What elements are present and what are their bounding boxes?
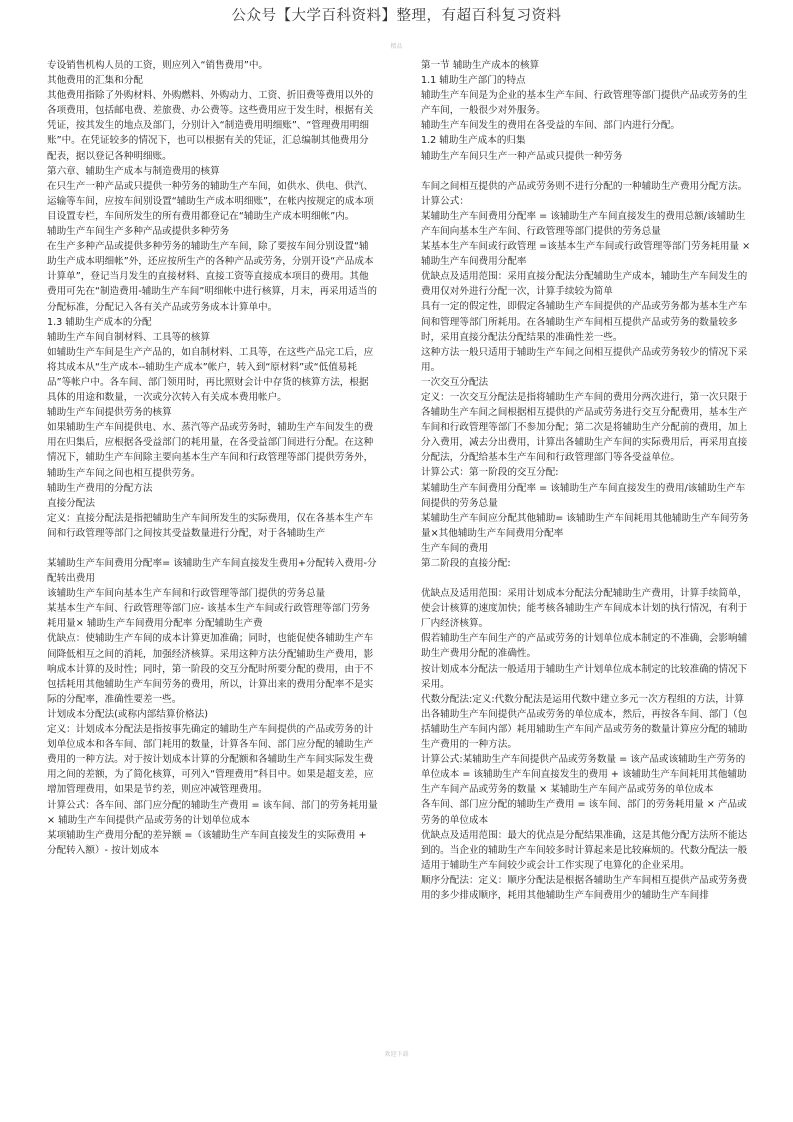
paragraph: 计划成本分配法(或称内部结算价格法) [47, 708, 208, 720]
paragraph: 某基本生产车间或行政管理 =该基本生产车间或行政管理等部门劳务耗用量 ×辅助生产车间费用分配率 [421, 241, 751, 268]
paragraph: 某辅助生产车间费用分配率= 该辅助生产车间直接发生费用+分配转入费用-分配转出费用 [47, 558, 377, 585]
watermark-bottom: 欢迎下载 [384, 1051, 409, 1058]
page-header: 公众号【大学百科资料】整理，有超百科复习资料 [231, 8, 562, 24]
paragraph: 优缺点及适用范围：采用直接分配法分配辅助生产成本，辅助生产车间发生的费用仅对外进行分配一次，计算手续较为简单 [421, 271, 748, 298]
paragraph: 计算公式:某辅助生产车间提供产品或劳务数量 = 该产品或该辅助生产劳务的单位成本 = 该辅助生产车间直接发生的费用 + 该辅助生产车间耗用其他辅助生产车间产品或劳务的数量 × 某辅助生产车间产品或劳务的单位成本 [421, 754, 747, 796]
paragraph: 辅助生产车间提供劳务的核算 [47, 407, 172, 419]
paragraph: 优缺点及适用范围：采用计划成本分配法分配辅助生产费用，计算手续简单，使会计核算的速度加快；能考核各辅助生产车间成本计划的执行情况，有利于厂内经济核算。 [421, 588, 748, 630]
paragraph: 具有一定的假定性，即假定各辅助生产车间提供的产品或劳务都为基本生产车间和管理等部门所耗用。在各辅助生产车间相互提供产品或劳务的数量较多时，采用直接分配法分配结果的准确性差一些。 [421, 301, 748, 343]
watermark-top: 精品 [390, 43, 403, 50]
paragraph: 计算公式：各车间、部门应分配的辅助生产费用 = 该车间、部门的劳务耗用量 × 辅助生产车间提供产品或劳务的计划单位成本 [47, 799, 378, 826]
paragraph: 某辅助生产车间费用分配率 = 该辅助生产车间直接发生的费用/该辅助生产车间提供的劳务总量 [421, 482, 746, 509]
section-heading: 1.2 辅助生产成本的归集 [421, 135, 526, 147]
paragraph: 定义：计划成本分配法是指按事先确定的辅助生产车间提供的产品或劳务的计划单位成本和各车间、部门耗用的数量，计算各车间、部门应分配的辅助生产费用的一种方法。对于按计划成本计算的分配额和各辅助生产车间实际发生费用之间的差额，为了简化核算，可列入“管理费用”科目中。如果是超支差，应增加管理费用，如果是节约差，则应冲减管理费用。 [47, 724, 374, 796]
paragraph: 优缺点：使辅助生产车间的成本计算更加准确；同时，也能促使各辅助生产车间降低相互之间的消耗，加强经济核算。采用这种方法分配辅助生产费用，影响成本计算的及时性；同时，第一阶段的交互分配时所要分配的费用，由于不包括耗用其他辅助生产车间劳务的费用，所以，计算出来的费用分配率不是实际的分配率，准确性要差一些。 [47, 633, 374, 705]
paragraph: 代数分配法:定义:代数分配法是运用代数中建立多元一次方程组的方法，计算出各辅助生产车间提供产品或劳务的单位成本，然后，再按各车间、部门（包括辅助生产车间内部）耗用辅助生产车间产品或劳务的数量计算应分配的辅助生产费用的一种方法。 [421, 693, 748, 751]
paragraph: 如辅助生产车间是生产产品的，如自制材料、工具等，在这些产品完工后，应将其成本从“生产成本--辅助生产成本”帐户，转入到“原材料”或“低值易耗品”等帐户中。各车间、部门领用时，再比照财会计中存货的核算方法，根据具体的用途和数量，一次或分次转入有关成本费用帐户。 [47, 346, 374, 404]
paragraph: 某辅助生产车间费用分配率 = 该辅助生产车间直接发生的费用总额/该辅助生产车间向基本生产车间、行政管理等部门提供的劳务总量 [421, 210, 746, 237]
paragraph: 定义：一次交互分配法是指将辅助生产车间的费用分两次进行，第一次只限于各辅助生产车间之间根据相互提供的产品或劳务进行交互分配费用，基本生产车间和行政管理等部门不参加分配；第二次是将辅助生产分配前的费用，加上分入费用，减去分出费用，计算出各辅助生产车间的实际费用后，再采用直接分配法，分配给基本生产车间和行政管理部门等各受益单位。 [421, 391, 748, 464]
left-column [47, 58, 378, 858]
paragraph: 辅助生产车间自制材料、工具等的核算 [47, 331, 211, 343]
paragraph: 顺序分配法：定义：顺序分配法是根据各辅助生产车间相互提供产品或劳务费用的多少排成顺序，耗用其他辅助生产车间费用少的辅助生产车间排 [421, 874, 748, 901]
paragraph: 一次交互分配法 [421, 376, 489, 388]
paragraph: 某辅助生产车间应分配其他辅助= 该辅助生产车间耗用其他辅助生产车间劳务量×其他辅助生产车间费用分配率 [421, 512, 749, 539]
right-column [421, 58, 752, 903]
paragraph: 生产车间的费用 [421, 542, 489, 554]
paragraph: 定义：直接分配法是指把辅助生产车间所发生的实际费用，仅在各基本生产车间和行政管理等部门之间按其受益数量进行分配，对于各辅助生产 [47, 512, 374, 539]
section-heading: 1.3 辅助生产成本的分配 [47, 316, 152, 328]
paragraph: 在生产多种产品或提供多种劳务的辅助生产车间，除了要按车间分别设置“辅助生产成本明细帐”外，还应按所生产的各种产品或劳务，分别开设“产品成本计算单”，登记当月发生的直接材料、直接工资等直接成本项目的费用。其他费用可先在“制造费用-辅助生产车间”明细帐中进行核算，月末，再采用适当的分配标准，分配记入各有关产品或劳务成本计算单中。 [47, 241, 377, 313]
paragraph: 某项辅助生产费用分配的差异额 =（该辅助生产车间直接发生的实际费用 + 分配转入额）- 按计划成本 [47, 829, 367, 856]
paragraph: 第二阶段的直接分配: [421, 558, 511, 569]
paragraph: 其他费用的汇集和分配 [47, 75, 143, 87]
paragraph: 辅助生产车间是为企业的基本生产车间、行政管理等部门提供产品或劳务的生产车间，一般很少对外服务。 [421, 90, 748, 117]
paragraph: 车间之间相互提供的产品或劳务则不进行分配的一种辅助生产费用分配方法。计算公式： [421, 180, 748, 207]
paragraph: 辅助生产车间只生产一种产品或只提供一种劳务 [421, 150, 623, 162]
paragraph: 如果辅助生产车间提供电、水、蒸汽等产品或劳务时，辅助生产车间发生的费用在归集后，应根据各受益部门的耗用量，在各受益部门间进行分配。在这种情况下，辅助生产车间除主要向基本生产车间和行政管理等部门提供劳务外，辅助生产车间之间也相互提供劳务。 [47, 422, 374, 479]
section-heading: 第一节 辅助生产成本的核算 [421, 60, 540, 71]
paragraph: 辅助生产车间生产多种产品或提供多种劳务 [47, 226, 230, 238]
paragraph: 各车间、部门应分配的辅助生产费用 = 该车间、部门的劳务耗用量 × 产品或劳务的单位成本 [421, 799, 747, 826]
paragraph: 假若辅助生产车间生产的产品或劳务的计划单位成本制定的不准确，会影响辅助生产费用分配的准确性。 [421, 633, 748, 660]
paragraph: 该辅助生产车间向基本生产车间和行政管理等部门提供的劳务总量 [47, 588, 326, 600]
paragraph: 专设销售机构人员的工资，则应列入“销售费用”中。 [47, 60, 269, 71]
section-heading: 1.1 辅助生产部门的特点 [421, 75, 526, 87]
paragraph: 这种方法一般只适用于辅助生产车间之间相互提供产品或劳务较少的情况下采用。 [421, 346, 748, 373]
paragraph: 直接分配法 [47, 497, 95, 509]
paragraph: 计算公式：第一阶段的交互分配: [421, 467, 559, 479]
paragraph: 在只生产一种产品或只提供一种劳务的辅助生产车间，如供水、供电、供汽、运输等车间，应按车间别设置“辅助生产成本明细账”，在帐内按规定的成本项目设置专栏，车间所发生的所有费用都登记在“辅助生产成本明细帐”内。 [47, 180, 374, 222]
paragraph: 优缺点及适用范围：最大的优点是分配结果准确，这是其他分配方法所不能达到的。当企业的辅助生产车间较多时计算起来是比较麻烦的。代数分配法一般适用于辅助生产车间较少或会计工作实现了电算化的企业采用。 [421, 829, 748, 871]
paragraph: 某基本生产车间、行政管理等部门应- 该基本生产车间或行政管理等部门劳务耗用量× 辅助生产车间费用分配率 分配辅助生产费 [47, 603, 371, 630]
paragraph: 辅助生产车间发生的费用在各受益的车间、部门内进行分配。 [421, 120, 681, 132]
paragraph: 其他费用指除了外购材料、外购燃料、外购动力、工资、折旧费等费用以外的各项费用，包括邮电费、差旅费、办公费等。这些费用应于发生时，根据有关凭证，按其发生的地点及部门，分别计入“制造费用明细账”、“管理费用明细账”中。在凭证较多的情况下，也可以根据有关的凭证，汇总编制其他费用分配表，据以登记各种明细账。 [47, 90, 374, 162]
paragraph: 辅助生产费用的分配方法 [47, 482, 153, 494]
paragraph: 按计划成本分配法一般适用于辅助生产计划单位成本制定的比较准确的情况下采用。 [421, 663, 748, 690]
section-heading: 第六章、辅助生产成本与制造费用的核算 [47, 165, 220, 177]
